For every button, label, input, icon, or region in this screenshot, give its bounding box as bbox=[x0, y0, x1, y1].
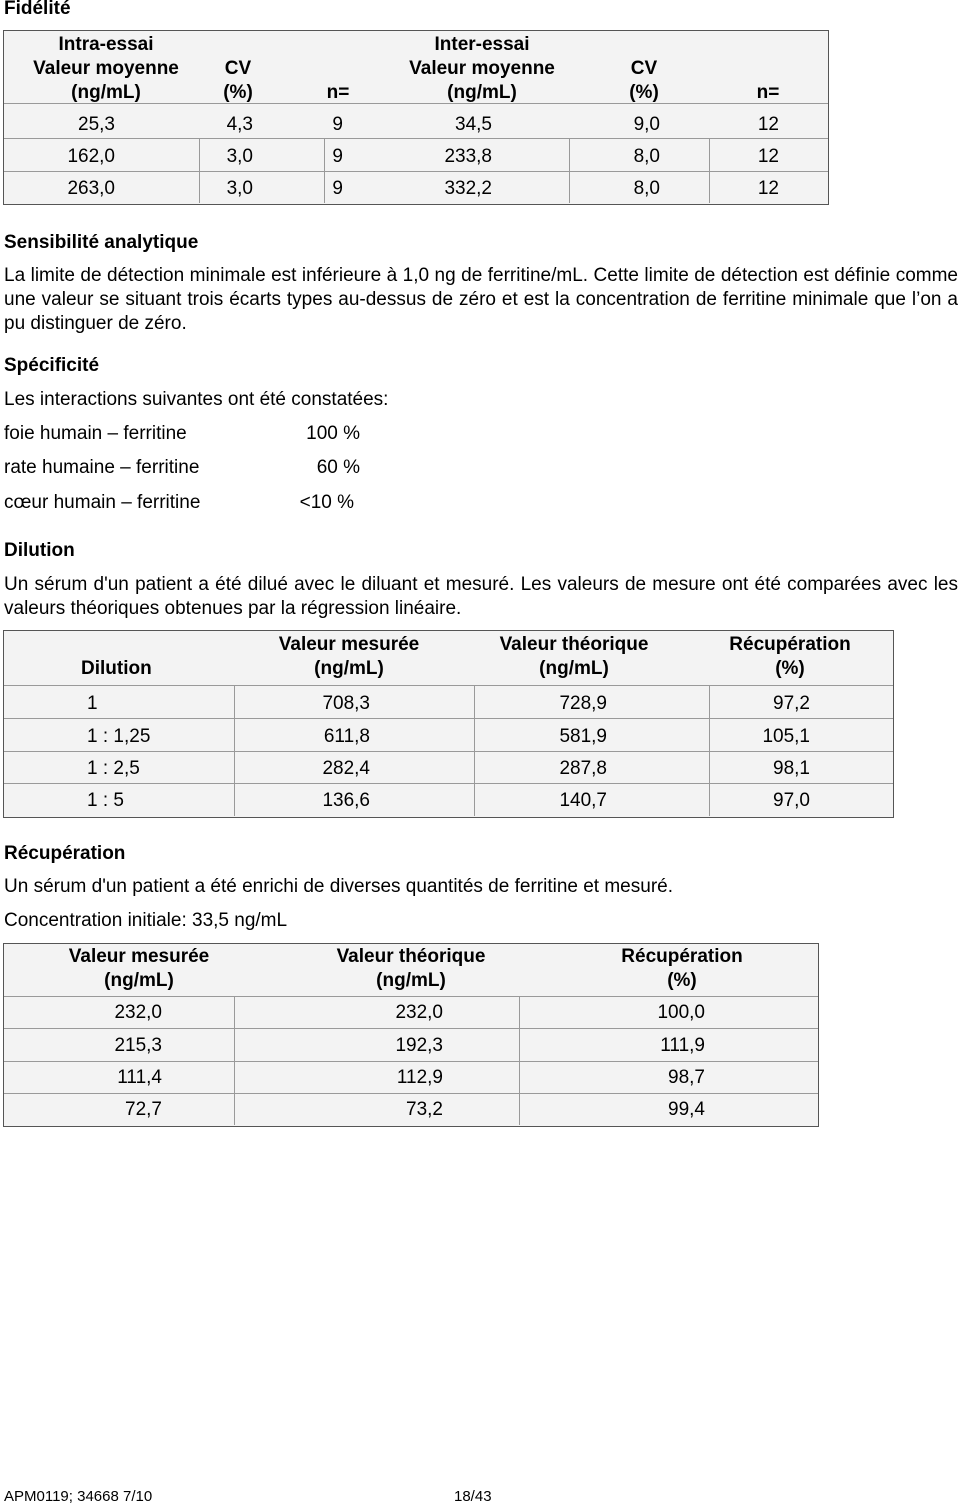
cell: 3,0 bbox=[226, 178, 253, 199]
specificite-item bbox=[4, 423, 404, 447]
cell: 8,0 bbox=[633, 178, 660, 199]
cell: 9 bbox=[332, 178, 343, 199]
header-cv-intra: CV (%) bbox=[223, 58, 253, 103]
cell: 12 bbox=[757, 114, 779, 135]
recuperation-paragraph: Un sérum d'un patient a été enrichi de diverses quantités de ferritine et mesuré. bbox=[4, 876, 673, 897]
specificite-item-label: cœur humain – ferritine bbox=[4, 492, 201, 513]
header-cv-inter: CV (%) bbox=[629, 58, 659, 103]
cell: 9,0 bbox=[633, 114, 660, 135]
header-valeur-mesuree: Valeur mesurée (ng/mL) bbox=[68, 946, 210, 991]
cell: 100,0 bbox=[657, 1002, 705, 1023]
specificite-intro: Les interactions suivantes ont été constatées: bbox=[4, 389, 389, 410]
cell: 3,0 bbox=[226, 146, 253, 167]
header-dilution: Dilution bbox=[81, 658, 152, 679]
cell: 98,7 bbox=[668, 1067, 705, 1088]
cell: 332,2 bbox=[444, 178, 492, 199]
cell: 263,0 bbox=[67, 178, 115, 199]
cell: 233,8 bbox=[444, 146, 492, 167]
cell: 97,0 bbox=[773, 790, 810, 811]
cell: 73,2 bbox=[406, 1099, 443, 1120]
sensibilite-paragraph: La limite de détection minimale est inférieure à 1,0 ng de ferritine/mL. Cette limite de détection est définie comme une valeur se situant trois écarts types au-dessus de zéro et est la concentration de ferritine minimale que l’on a pu distinguer de zéro. bbox=[4, 265, 958, 334]
cell: 111,4 bbox=[117, 1067, 162, 1088]
cell: 99,4 bbox=[668, 1099, 705, 1120]
header-recuperation: Récupération (%) bbox=[729, 634, 851, 679]
precision-table bbox=[3, 30, 829, 205]
cell: 708,3 bbox=[322, 693, 370, 714]
cell: 9 bbox=[332, 146, 343, 167]
header-n-inter: n= bbox=[756, 82, 780, 103]
cell: 136,6 bbox=[322, 790, 370, 811]
cell: 287,8 bbox=[559, 758, 607, 779]
cell: 232,0 bbox=[395, 1002, 443, 1023]
cell: 581,9 bbox=[559, 726, 607, 747]
cell: 192,3 bbox=[395, 1035, 443, 1056]
cell: 8,0 bbox=[633, 146, 660, 167]
cell: 1 : 2,5 bbox=[87, 758, 140, 779]
section-title-sensibilite: Sensibilité analytique bbox=[4, 232, 199, 253]
cell: 105,1 bbox=[762, 726, 810, 747]
recuperation-table bbox=[3, 943, 819, 1127]
section-title-specificite: Spécificité bbox=[4, 355, 100, 376]
specificite-item bbox=[4, 492, 404, 516]
specificite-item-value: <10 % bbox=[299, 492, 354, 513]
header-intra-essai: Intra-essai Valeur moyenne (ng/mL) bbox=[33, 34, 179, 103]
header-recuperation: Récupération (%) bbox=[621, 946, 743, 991]
cell: 1 : 5 bbox=[87, 790, 124, 811]
cell: 98,1 bbox=[773, 758, 810, 779]
cell: 111,9 bbox=[660, 1035, 705, 1056]
cell: 72,7 bbox=[125, 1099, 162, 1120]
cell: 97,2 bbox=[773, 693, 810, 714]
header-n-intra: n= bbox=[326, 82, 350, 103]
cell: 282,4 bbox=[322, 758, 370, 779]
cell: 728,9 bbox=[559, 693, 607, 714]
cell: 1 : 1,25 bbox=[87, 726, 151, 747]
cell: 162,0 bbox=[67, 146, 115, 167]
specificite-item-label: rate humaine – ferritine bbox=[4, 457, 200, 478]
recuperation-concentration: Concentration initiale: 33,5 ng/mL bbox=[4, 910, 288, 931]
specificite-item-value: 60 % bbox=[316, 457, 360, 478]
section-title-dilution: Dilution bbox=[4, 540, 75, 561]
cell: 25,3 bbox=[78, 114, 115, 135]
header-valeur-theorique: Valeur théorique (ng/mL) bbox=[336, 946, 486, 991]
section-title-fidelite: Fidélité bbox=[4, 0, 71, 19]
footer-page-number: 18/43 bbox=[454, 1488, 492, 1505]
cell: 34,5 bbox=[455, 114, 492, 135]
header-valeur-theorique: Valeur théorique (ng/mL) bbox=[499, 634, 649, 679]
footer-doc-ref: APM0119; 34668 7/10 bbox=[4, 1488, 153, 1505]
specificite-item-label: foie humain – ferritine bbox=[4, 423, 187, 444]
header-inter-essai: Inter-essai Valeur moyenne (ng/mL) bbox=[409, 34, 555, 103]
cell: 12 bbox=[757, 146, 779, 167]
dilution-paragraph: Un sérum d'un patient a été dilué avec le diluant et mesuré. Les valeurs de mesure ont été comparées avec les valeurs théoriques obtenues par la régression linéaire. bbox=[4, 574, 958, 619]
specificite-item bbox=[4, 457, 404, 481]
cell: 1 bbox=[87, 693, 98, 714]
cell: 112,9 bbox=[396, 1067, 443, 1088]
cell: 232,0 bbox=[114, 1002, 162, 1023]
cell: 611,8 bbox=[323, 726, 370, 747]
cell: 140,7 bbox=[559, 790, 607, 811]
dilution-table bbox=[3, 630, 894, 818]
cell: 12 bbox=[757, 178, 779, 199]
cell: 4,3 bbox=[226, 114, 253, 135]
specificite-item-value: 100 % bbox=[306, 423, 360, 444]
header-valeur-mesuree: Valeur mesurée (ng/mL) bbox=[278, 634, 420, 679]
section-title-recuperation: Récupération bbox=[4, 843, 126, 864]
cell: 9 bbox=[332, 114, 343, 135]
cell: 215,3 bbox=[114, 1035, 162, 1056]
